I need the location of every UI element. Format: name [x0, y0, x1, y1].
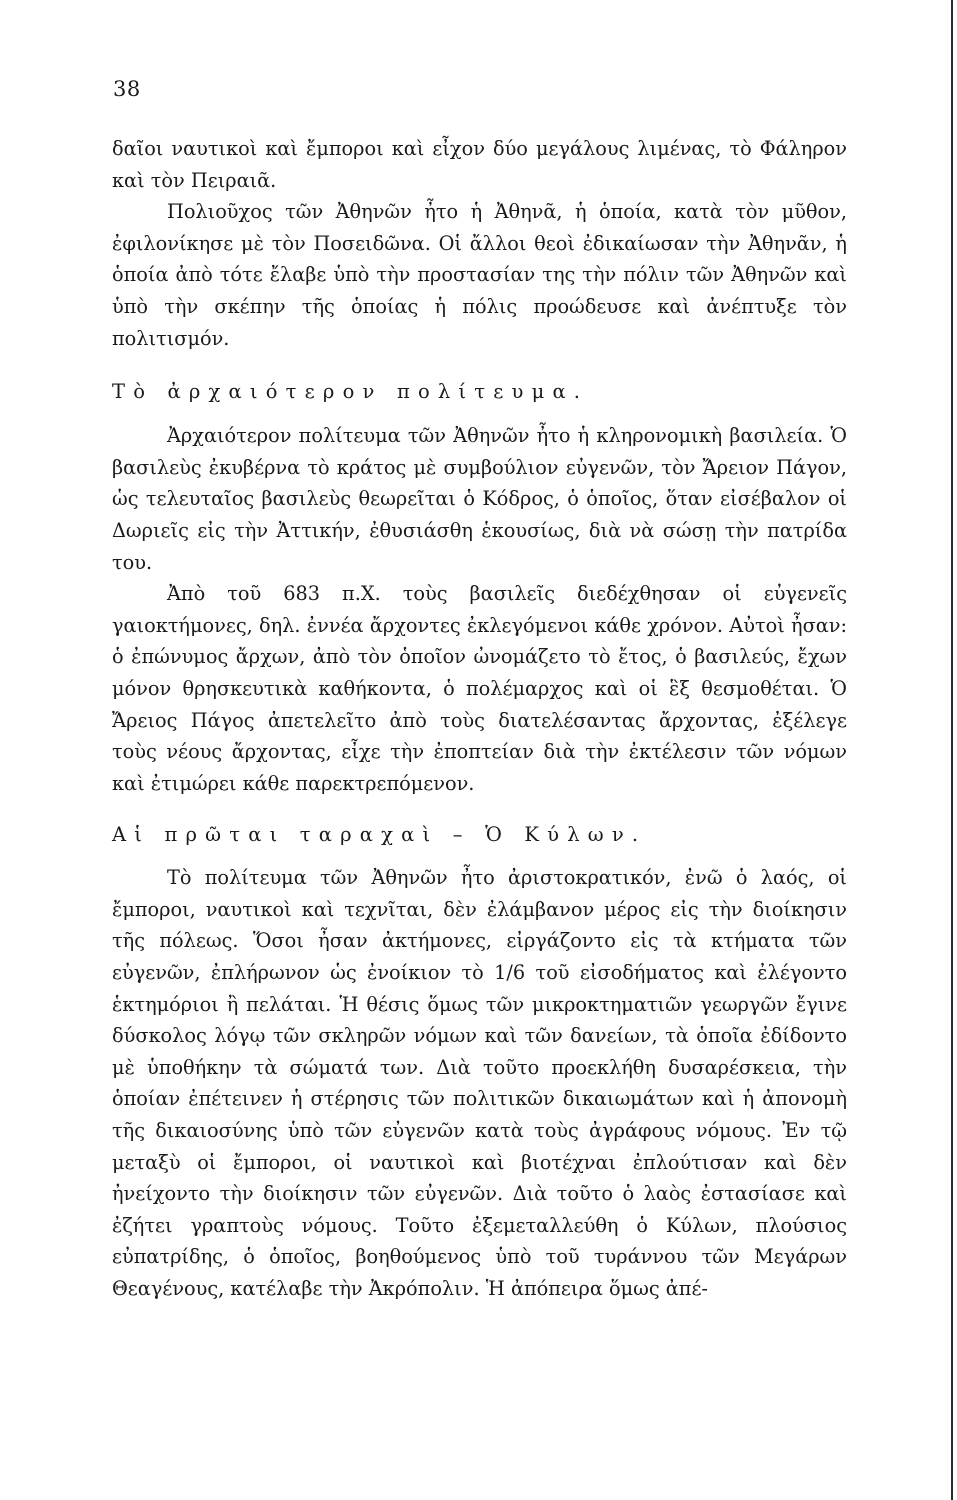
page-number: 38	[113, 77, 141, 101]
paragraph-continued: δαῖοι ναυτικοὶ καὶ ἔμποροι καὶ εἶχον δύο μεγάλους λιμένας, τὸ Φάληρον καὶ τὸν Πειραιᾶ.	[112, 137, 847, 192]
paragraph-athena: Πολιοῦχος τῶν Ἀθηνῶν ἦτο ἡ Ἀθηνᾶ, ἡ ὁποία, κατὰ τὸν μῦθον, ἐφιλονίκησε μὲ τὸν Ποσειδῶνα. Οἱ ἄλλοι θεοὶ ἐδικαίωσαν τὴν Ἀθηνᾶν, ἡ ὁποία ἀπὸ τότε ἔλαβε ὑπὸ τὴν προστασίαν της τὴν πόλιν τῶν Ἀθηνῶν καὶ ὑπὸ τὴν σκέπην τῆς ὁποίας ἡ πόλις προώδευσε καὶ ἀνέπτυξε τὸν πολιτισμόν.	[112, 200, 847, 350]
paragraph-kylon: Τὸ πολίτευμα τῶν Ἀθηνῶν ἦτο ἀριστοκρατικόν, ἐνῶ ὁ λαός, οἱ ἔμποροι, ναυτικοὶ καὶ τεχνῖται, δὲν ἐλάμβανον μέρος εἰς τὴν διοίκησιν τῆς πόλεως. Ὅσοι ἦσαν ἀκτήμονες, εἰργάζοντο εἰς τὰ κτήματα τῶν εὐγενῶν, ἐπλήρωνον ὡς ἐνοίκιον τὸ 1/6 τοῦ εἰσοδήματος καὶ ἐλέγοντο ἑκτημόριοι ἢ πελάται. Ἡ θέσις ὅμως τῶν μικροκτηματιῶν γεωργῶν ἔγινε δύσκολος λόγῳ τῶν σκληρῶν νόμων καὶ τῶν δανείων, τὰ ὁποῖα ἐδίδοντο μὲ ὑποθήκην τὰ σώματά των. Διὰ τοῦτο προεκλήθη δυσαρέσκεια, τὴν ὁποίαν ἐπέτεινεν ἡ στέρησις τῶν πολιτικῶν δικαιωμάτων καὶ ἡ ἀπονομὴ τῆς δικαιοσύνης ὑπὸ τῶν εὐγενῶν κατὰ τοὺς ἀγράφους νόμους. Ἐν τῷ μεταξὺ οἱ ἔμποροι, οἱ ναυτικοὶ καὶ βιοτέχναι ἐπλούτισαν καὶ δὲν ἠνείχοντο τὴν διοίκησιν τῶν εὐγενῶν. Διὰ τοῦτο ὁ λαὸς ἐστασίασε καὶ ἐζήτει γραπτοὺς νόμους. Τοῦτο ἐξεμεταλλεύθη ὁ Κύλων, πλούσιος εὐπατρίδης, ὁ ὁποῖος, βοηθούμενος ὑπὸ τοῦ τυράννου τῶν Μεγάρων Θεαγένους, κατέλαβε τὴν Ἀκρόπολιν. Ἡ ἀπόπειρα ὅμως ἀπέ-	[112, 866, 847, 1300]
page-edge-line	[951, 0, 953, 1500]
section-heading-oldest-constitution: Τὸ ἀρχαιότερον πολίτευμα.	[112, 380, 589, 404]
paragraph-archons: Ἀπὸ τοῦ 683 π.Χ. τοὺς βασιλεῖς διεδέχθησαν οἱ εὐγενεῖς γαιοκτήμονες, δηλ. ἐννέα ἄρχοντες ἐκλεγόμενοι κάθε χρόνον. Αὐτοὶ ἦσαν: ὁ ἐπώνυμος ἄρχων, ἀπὸ τὸν ὁποῖον ὠνομάζετο τὸ ἔτος, ὁ βασιλεύς, ἔχων μόνον θρησκευτικὰ καθήκοντα, ὁ πολέμαρχος καὶ οἱ ἓξ θεσμοθέται. Ὁ Ἄρειος Πάγος ἀπετελεῖτο ἀπὸ τοὺς διατελέσαντας ἄρχοντας, ἐξέλεγε τοὺς νέους ἄρχοντας, εἶχε τὴν ἐποπτείαν διὰ τὴν ἐκτέλεσιν τῶν νόμων καὶ ἐτιμώρει κάθε παρεκτρεπόμενον.	[112, 582, 847, 795]
body-text	[112, 133, 847, 1305]
paragraph-monarchy: Ἀρχαιότερον πολίτευμα τῶν Ἀθηνῶν ἦτο ἡ κληρονομικὴ βασιλεία. Ὁ βασιλεὺς ἐκυβέρνα τὸ κράτος μὲ συμβούλιον εὐγενῶν, τὸν Ἄρειον Πάγον, ὡς τελευταῖος βασιλεὺς θεωρεῖται ὁ Κόδρος, ὁ ὁποῖος, ὅταν εἰσέβαλον οἱ Δωριεῖς εἰς τὴν Ἀττικήν, ἐθυσιάσθη ἑκουσίως, διὰ νὰ σώσῃ τὴν πατρίδα του.	[112, 424, 847, 574]
section-heading-first-troubles: Αἱ πρῶται ταραχαὶ – Ὁ Κύλων.	[112, 823, 647, 847]
